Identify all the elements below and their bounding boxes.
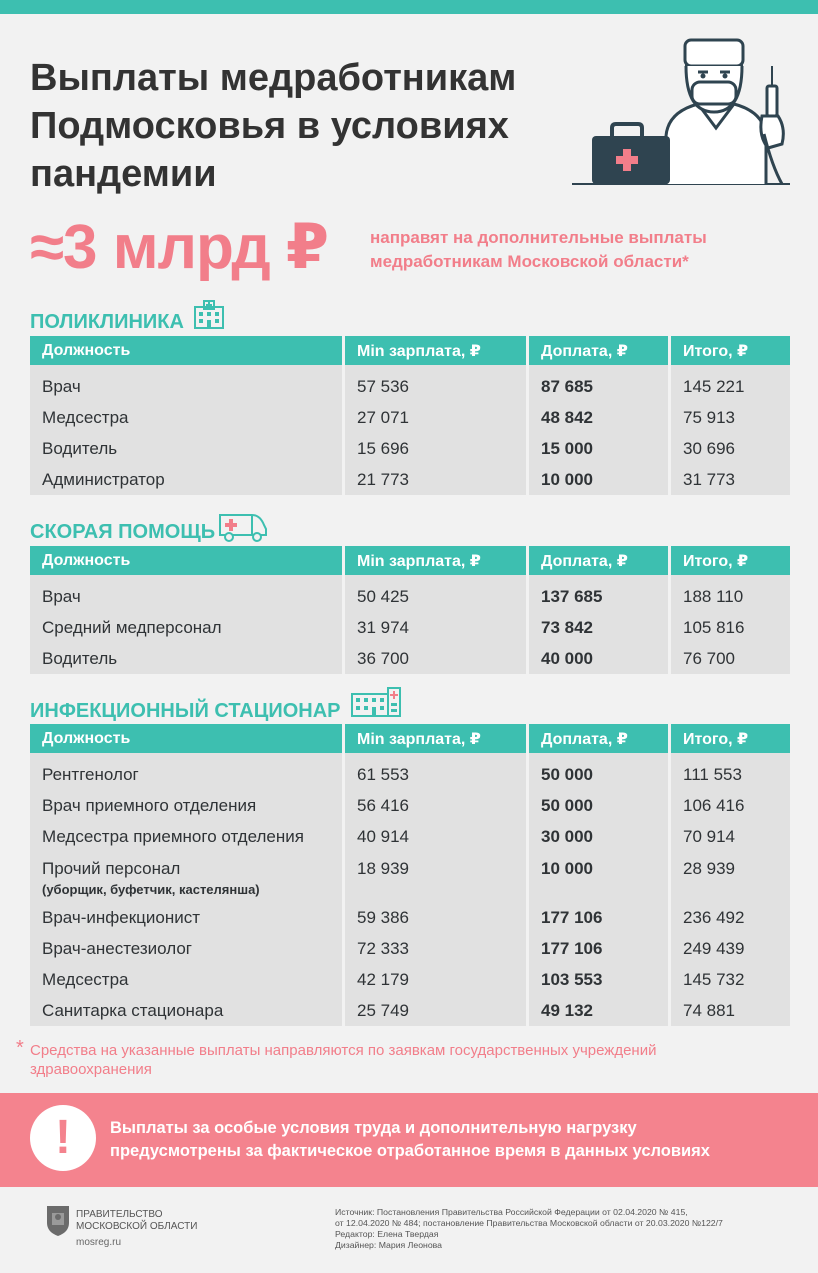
cell-position: Рентгенолог [30,759,345,790]
cell-position: Санитарка стационара [30,995,345,1026]
top-accent-bar [0,0,818,14]
column-header-position: Должность [30,546,345,575]
cell-total: 28 939 [671,852,790,902]
table-row [30,759,790,790]
table-row [30,371,790,402]
cell-bonus: 87 685 [529,371,671,402]
cell-bonus: 10 000 [529,464,671,495]
hospital-table [30,724,790,1026]
cell-bonus: 177 106 [529,933,671,964]
cell-min-salary: 18 939 [345,852,529,902]
ambulance-table [30,546,790,674]
table-header-row [30,546,790,575]
table-row [30,933,790,964]
section-title-hospital: ИНФЕКЦИОННЫЙ СТАЦИОНАР [30,700,341,722]
exclamation-symbol: ! [55,1111,71,1164]
table-row [30,821,790,852]
column-header-min-salary: Min зарплата, ₽ [345,724,529,753]
cell-min-salary: 25 749 [345,995,529,1026]
cell-total: 74 881 [671,995,790,1026]
cell-bonus: 49 132 [529,995,671,1026]
cell-min-salary: 15 696 [345,433,529,464]
alert-message [110,1117,800,1163]
headline-description [370,226,800,274]
cell-min-salary: 36 700 [345,643,529,674]
clinic-building-icon [193,299,225,329]
table-row [30,852,790,902]
cell-position-title: Прочий персонал [42,859,181,878]
column-header-position: Должность [30,336,345,365]
column-header-min-salary: Min зарплата, ₽ [345,546,529,575]
cell-min-salary: 42 179 [345,964,529,995]
headline-description-line-2: медработникам Московской области* [370,252,689,271]
table-row [30,964,790,995]
cell-min-salary: 21 773 [345,464,529,495]
government-name-line-1: ПРАВИТЕЛЬСТВО [76,1209,163,1220]
footnote [16,1037,736,1079]
cell-position: Средний медперсонал [30,612,345,643]
cell-total: 145 221 [671,371,790,402]
cell-position: Врач [30,581,345,612]
cell-bonus: 137 685 [529,581,671,612]
credits-line: Редактор: Елена Твердая [335,1229,439,1239]
cell-position: Врач-анестезиолог [30,933,345,964]
cell-position [30,852,345,902]
government-name [76,1209,197,1233]
column-header-total: Итого, ₽ [671,546,790,575]
cell-bonus: 50 000 [529,790,671,821]
column-header-position: Должность [30,724,345,753]
cell-total: 105 816 [671,612,790,643]
table-row [30,433,790,464]
cell-total: 236 492 [671,902,790,933]
table-header-row [30,724,790,753]
credits-line: Источник: Постановления Правительства Российской Федерации от 02.04.2020 № 415, [335,1207,688,1217]
table-row [30,902,790,933]
cell-total: 30 696 [671,433,790,464]
site-link[interactable]: mosreg.ru [76,1237,122,1248]
cell-position: Врач-инфекционист [30,902,345,933]
cell-total: 70 914 [671,821,790,852]
cell-position: Медсестра [30,402,345,433]
section-title-polyclinic: ПОЛИКЛИНИКА [30,311,184,333]
cell-position: Медсестра [30,964,345,995]
cell-min-salary: 56 416 [345,790,529,821]
alert-line-2: предусмотрены за фактическое отработанное время в данных условиях [110,1142,710,1160]
credits [335,1207,805,1251]
column-header-bonus: Доплата, ₽ [529,724,671,753]
cell-bonus: 10 000 [529,852,671,902]
table-row [30,464,790,495]
cell-total: 111 553 [671,759,790,790]
cell-bonus: 103 553 [529,964,671,995]
cell-bonus: 48 842 [529,402,671,433]
credits-line: от 12.04.2020 № 484; постановление Правительства Московской области от 20.03.2020 №122/7 [335,1218,723,1228]
cell-bonus: 177 106 [529,902,671,933]
cell-total: 76 700 [671,643,790,674]
table-row [30,995,790,1026]
column-header-bonus: Доплата, ₽ [529,546,671,575]
cell-bonus: 40 000 [529,643,671,674]
footnote-asterisk: * [16,1037,24,1059]
footnote-text: Средства на указанные выплаты направляются по заявкам государственных учреждений здравоохранения [30,1042,657,1078]
cell-bonus: 50 000 [529,759,671,790]
cell-min-salary: 27 071 [345,402,529,433]
alert-line-1: Выплаты за особые условия труда и дополнительную нагрузку [110,1119,637,1137]
alert-banner [0,1093,818,1187]
doctor-illustration-icon [572,36,792,188]
cell-position: Водитель [30,643,345,674]
cell-position: Администратор [30,464,345,495]
title-line-3: пандемии [30,153,217,195]
table-row [30,790,790,821]
title-line-1: Выплаты медработникам [30,57,517,99]
cell-position: Врач приемного отделения [30,790,345,821]
cell-total: 75 913 [671,402,790,433]
cell-total: 106 416 [671,790,790,821]
cell-bonus: 30 000 [529,821,671,852]
cell-position: Водитель [30,433,345,464]
cell-min-salary: 40 914 [345,821,529,852]
table-row [30,402,790,433]
cell-position: Врач [30,371,345,402]
column-header-bonus: Доплата, ₽ [529,336,671,365]
coat-of-arms-icon [44,1203,72,1237]
credits-line: Дизайнер: Мария Леонова [335,1240,443,1250]
cell-position: Медсестра приемного отделения [30,821,345,852]
polyclinic-table [30,336,790,495]
headline-description-line-1: направят на дополнительные выплаты [370,228,707,247]
page-title [30,54,590,198]
cell-min-salary: 57 536 [345,371,529,402]
government-name-line-2: МОСКОВСКОЙ ОБЛАСТИ [76,1221,198,1232]
cell-bonus: 73 842 [529,612,671,643]
title-line-2: Подмосковья в условиях [30,105,509,147]
footer [0,1187,818,1273]
column-header-min-salary: Min зарплата, ₽ [345,336,529,365]
cell-min-salary: 59 386 [345,902,529,933]
cell-bonus: 15 000 [529,433,671,464]
cell-total: 31 773 [671,464,790,495]
table-row [30,643,790,674]
exclamation-icon [30,1105,96,1171]
headline-amount: ≈3 млрд ₽ [30,213,329,282]
hospital-building-icon [350,686,402,718]
table-row [30,581,790,612]
cell-min-salary: 31 974 [345,612,529,643]
ambulance-icon [218,511,268,543]
table-header-row [30,336,790,365]
section-title-ambulance: СКОРАЯ ПОМОЩЬ [30,521,216,543]
column-header-total: Итого, ₽ [671,724,790,753]
cell-min-salary: 61 553 [345,759,529,790]
column-header-total: Итого, ₽ [671,336,790,365]
cell-min-salary: 50 425 [345,581,529,612]
cell-position-subtitle: (уборщик, буфетчик, кастелянша) [42,882,260,897]
cell-total: 145 732 [671,964,790,995]
cell-total: 249 439 [671,933,790,964]
cell-min-salary: 72 333 [345,933,529,964]
table-row [30,612,790,643]
cell-total: 188 110 [671,581,790,612]
